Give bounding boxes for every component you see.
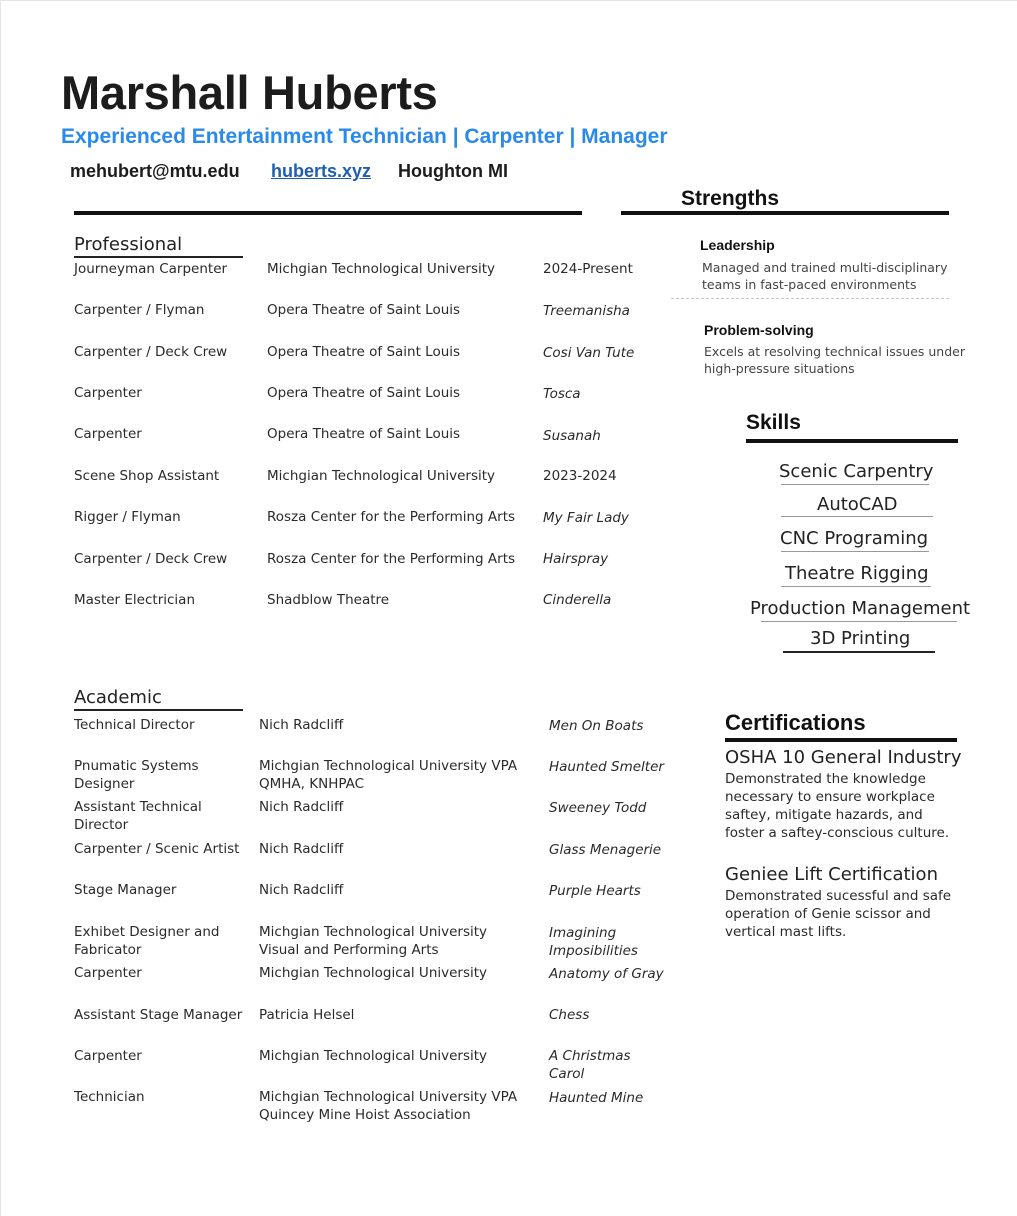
cert-name: OSHA 10 General Industry (725, 747, 962, 768)
role-cell: Carpenter / Deck Crew (74, 344, 228, 360)
show-cell: Anatomy of Gray (549, 966, 664, 982)
show-cell: 2023-2024 (543, 468, 617, 484)
role-cell: Carpenter (74, 1048, 142, 1064)
role-cell: Scene Shop Assistant (74, 468, 220, 484)
skill-item: Theatre Rigging (785, 563, 929, 584)
header-divider (74, 211, 582, 215)
show-cell: Haunted Mine (549, 1090, 644, 1106)
skill-item: AutoCAD (817, 494, 898, 515)
skill-underline (781, 551, 929, 552)
org-cell: Michgian Technological University (267, 261, 496, 277)
org-cell: Nich Radcliff (259, 882, 344, 898)
skill-item: Production Management (750, 598, 971, 619)
role-cell: Carpenter / Deck Crew (74, 551, 228, 567)
academic-underline (74, 709, 243, 711)
org-cell: Michgian Technological University VPA Quincey Mine Hoist Association (259, 1089, 518, 1123)
role-cell: Master Electrician (74, 592, 195, 608)
cert-description: Demonstrated sucessful and safe operation of Genie scissor and vertical mast lifts. (725, 888, 952, 940)
show-cell: A Christmas Carol (549, 1048, 631, 1082)
strength-text: Managed and trained multi-disciplinary teams in fast-paced environments (702, 260, 948, 292)
show-cell: Treemanisha (543, 303, 630, 319)
location-text: Houghton MI (398, 161, 508, 181)
org-cell: Michgian Technological University Visual and Performing Arts (259, 924, 488, 958)
org-cell: Opera Theatre of Saint Louis (267, 426, 461, 442)
org-cell: Rosza Center for the Performing Arts (267, 509, 516, 525)
role-cell: Carpenter (74, 965, 142, 981)
org-cell: Nich Radcliff (259, 799, 344, 815)
website-link[interactable]: huberts.xyz (271, 161, 372, 181)
role-cell: Carpenter (74, 385, 142, 401)
org-cell: Michgian Technological University VPA QMHA, KNHPAC (259, 758, 518, 792)
candidate-name: Marshall Huberts (61, 66, 438, 119)
show-cell: Tosca (543, 386, 581, 402)
org-cell: Opera Theatre of Saint Louis (267, 302, 461, 318)
role-cell: Stage Manager (74, 882, 177, 898)
role-cell: Assistant Stage Manager (74, 1007, 243, 1023)
role-cell: Assistant Technical Director (74, 799, 202, 833)
strengths-title: Strengths (681, 187, 780, 210)
org-cell: Patricia Helsel (259, 1007, 355, 1023)
org-cell: Michgian Technological University (259, 965, 488, 981)
show-cell: Hairspray (543, 551, 609, 567)
show-cell: Cinderella (543, 592, 612, 608)
professional-underline (74, 256, 243, 258)
org-cell: Nich Radcliff (259, 717, 344, 733)
academic-title: Academic (74, 687, 162, 708)
show-cell: Glass Menagerie (549, 842, 662, 858)
show-cell: Purple Hearts (549, 883, 641, 899)
strength-heading: Leadership (700, 237, 775, 253)
role-cell: Carpenter (74, 426, 142, 442)
skill-underline (783, 651, 935, 653)
strength-heading: Problem-solving (704, 322, 814, 338)
org-cell: Opera Theatre of Saint Louis (267, 385, 461, 401)
role-cell: Technician (74, 1089, 145, 1105)
show-cell: Chess (549, 1007, 590, 1023)
strength-separator (671, 298, 949, 299)
skill-underline (781, 586, 931, 587)
strengths-divider (621, 211, 949, 215)
email-text: mehubert@mtu.edu (70, 161, 240, 181)
role-cell: Technical Director (74, 717, 195, 733)
org-cell: Michgian Technological University (267, 468, 496, 484)
certifications-title: Certifications (725, 710, 866, 735)
role-cell: Pnumatic Systems Designer (74, 758, 199, 792)
org-cell: Michgian Technological University (259, 1048, 488, 1064)
role-cell: Carpenter / Scenic Artist (74, 841, 240, 857)
role-cell: Exhibet Designer and Fabricator (74, 924, 220, 958)
show-cell: Susanah (543, 428, 601, 444)
certifications-divider (725, 738, 957, 742)
strength-text: Excels at resolving technical issues under high-pressure situations (704, 344, 965, 376)
skills-title: Skills (746, 411, 801, 434)
role-cell: Journeyman Carpenter (74, 261, 228, 277)
show-cell: Imagining Imposibilities (549, 925, 638, 959)
show-cell: Cosi Van Tute (543, 345, 635, 361)
org-cell: Shadblow Theatre (267, 592, 390, 608)
skill-item: CNC Programing (780, 528, 929, 549)
cert-description: Demonstrated the knowledge necessary to ensure workplace saftey, mitigate hazards, and foster a saftey-conscious culture. (725, 771, 950, 841)
org-cell: Opera Theatre of Saint Louis (267, 344, 461, 360)
show-cell: Sweeney Todd (549, 800, 647, 816)
skill-item: 3D Printing (810, 628, 911, 649)
org-cell: Nich Radcliff (259, 841, 344, 857)
skill-underline (781, 484, 929, 485)
role-cell: Carpenter / Flyman (74, 302, 205, 318)
professional-title: Professional (74, 234, 183, 255)
skill-underline (781, 516, 933, 517)
cert-name: Geniee Lift Certification (725, 864, 938, 885)
org-cell: Rosza Center for the Performing Arts (267, 551, 516, 567)
show-cell: Haunted Smelter (549, 759, 664, 775)
skill-item: Scenic Carpentry (779, 461, 934, 482)
role-cell: Rigger / Flyman (74, 509, 181, 525)
show-cell: Men On Boats (549, 718, 644, 734)
show-cell: My Fair Lady (543, 510, 629, 526)
tagline: Experienced Entertainment Technician | Carpenter | Manager (61, 125, 668, 148)
skill-underline (761, 621, 957, 622)
skills-divider (746, 439, 958, 443)
show-cell: 2024-Present (543, 261, 633, 277)
